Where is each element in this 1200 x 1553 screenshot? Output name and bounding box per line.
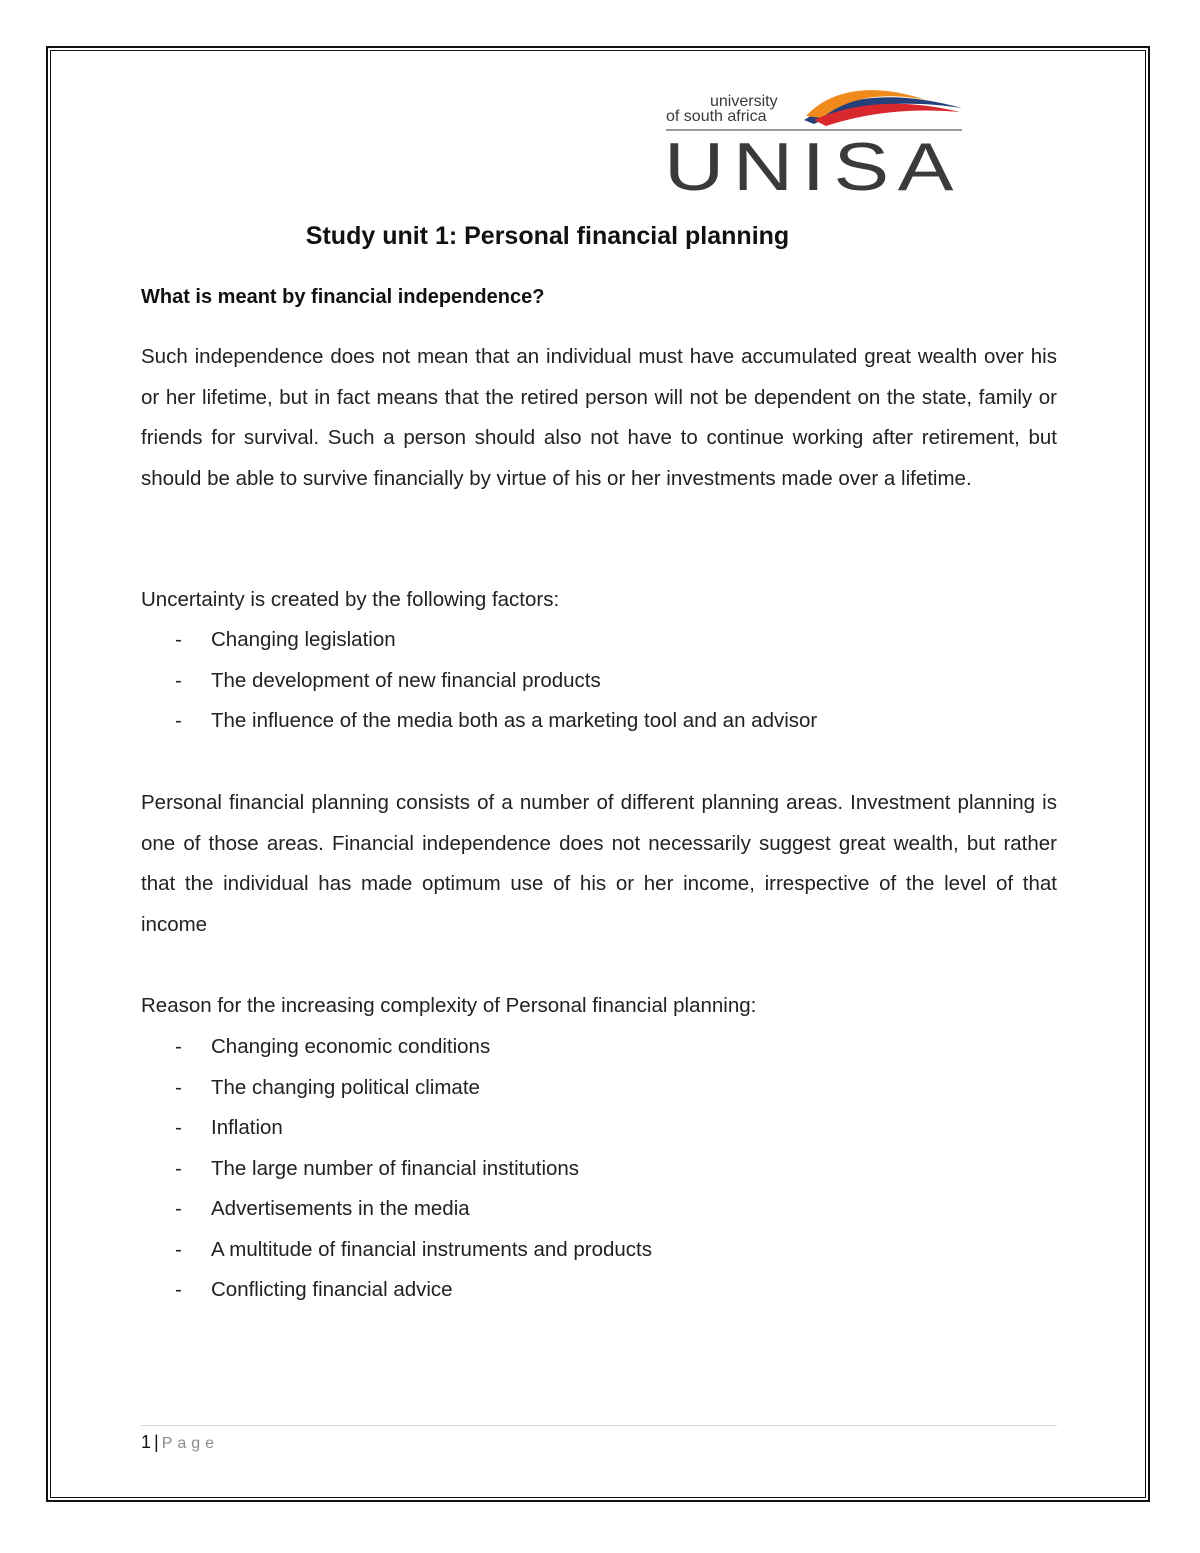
logo-line1: university — [710, 93, 778, 110]
list-item: - Conflicting financial advice — [175, 1278, 453, 1301]
list-item: - The changing political climate — [175, 1075, 480, 1099]
paragraph-financial-independence: Such independence does not mean that an individual must have accumulated great wealth over his or her lifetime, but in fact means that the retired person will not be dependent on the state, family or friends for survival. Such a person should also not have to continue working after retirement, but should be able to survive financially by virtue of his or her investments made over a lifetime. — [141, 345, 1057, 490]
list-item: - The large number of financial institutions — [175, 1156, 580, 1180]
paragraph-planning-areas: Personal financial planning consists of a number of different planning areas. Investment planning is one of those areas. Financial independence does not necessarily suggest great wealth, but rather that the individual has made optimum use of his or her income, irrespective of the level of that income — [141, 791, 1057, 936]
list-item: - A multitude of financial instruments and products — [175, 1237, 652, 1261]
logo-line2: of south africa — [666, 108, 767, 125]
page-label: Page — [161, 1435, 220, 1452]
list-item: - Changing economic conditions — [175, 1035, 491, 1058]
complexity-intro: Reason for the increasing complexity of Personal financial planning: — [141, 994, 757, 1017]
question-heading: What is meant by financial independence? — [141, 286, 545, 308]
uncertainty-list — [141, 620, 1057, 742]
logo-wordmark: UNISA — [664, 129, 962, 196]
uncertainty-intro: Uncertainty is created by the following factors: — [141, 588, 560, 611]
footer-separator: | — [154, 1432, 159, 1452]
list-item: - Advertisements in the media — [175, 1197, 470, 1220]
list-item: - Inflation — [175, 1116, 283, 1139]
page-footer — [141, 1432, 219, 1453]
page-number: 1 — [141, 1432, 152, 1452]
unisa-logo — [664, 86, 964, 196]
complexity-list — [141, 1027, 1057, 1311]
page-title: Study unit 1: Personal financial planning — [305, 222, 790, 250]
list-item: - Changing legislation — [175, 628, 396, 651]
footer-divider — [141, 1425, 1057, 1426]
list-item: - The influence of the media both as a marketing tool and an advisor — [175, 709, 818, 732]
list-item: - The development of new financial products — [175, 668, 601, 692]
